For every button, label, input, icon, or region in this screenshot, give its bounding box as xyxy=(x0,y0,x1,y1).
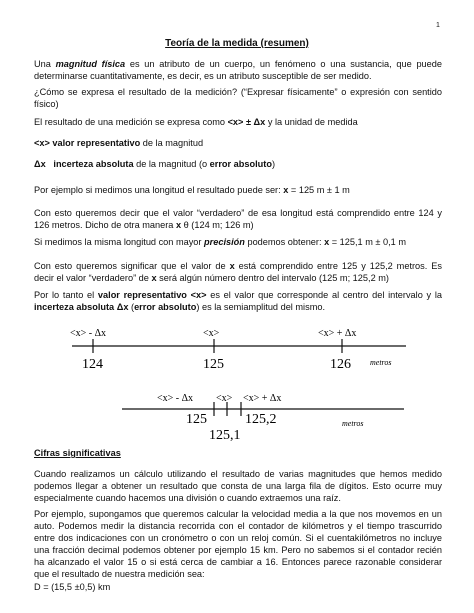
text: = 125 m ± 1 m xyxy=(288,185,350,195)
paragraph-valor-representativo xyxy=(34,137,442,149)
tick-label-126: 126 xyxy=(330,357,351,372)
paragraph-question: ¿Cómo se expresa el resultado de la medición? (“Expresar físicamente” o expresión con sentido físico) xyxy=(34,87,442,109)
tick-label-124: 124 xyxy=(82,357,103,372)
text: ) xyxy=(271,159,276,169)
paragraph-conclusion xyxy=(34,289,442,313)
text: de la magnitud xyxy=(140,138,204,148)
text: Una xyxy=(34,59,56,69)
term-error-absoluto: error absoluto xyxy=(134,302,197,312)
paragraph-definition xyxy=(34,58,442,82)
paragraph-example-2 xyxy=(34,236,442,248)
text: Con esto queremos decir que el valor “verdadero” de esa longitud está comprendido entre 124 y 126 metros. Dicho de otra manera xyxy=(34,208,442,230)
paragraph-interval-1 xyxy=(34,207,442,231)
label-lower-bound: <x> - Δx xyxy=(70,328,107,339)
term-error-absoluto: error absoluto xyxy=(209,159,272,169)
unit-label: metros xyxy=(342,419,364,428)
symbol-dx: Δx xyxy=(34,159,46,169)
text: = 125,1 m ± 0,1 m xyxy=(329,237,406,247)
tick-label-125: 125 xyxy=(186,412,207,427)
label-upper-bound: <x> + Δx xyxy=(243,393,282,404)
label-lower-bound: <x> - Δx xyxy=(157,393,194,404)
text: ) es la semiamplitud del mismo. xyxy=(196,302,326,312)
term-incerteza-absoluta: incerteza absoluta Δx xyxy=(34,302,129,312)
text: está comprendido entre 125 y 125,2 metros. Es decir el valor “verdadero” de xyxy=(34,261,442,283)
expression-x-pm-dx: <x> ± Δx xyxy=(227,117,266,127)
label-center: <x> xyxy=(216,393,233,404)
var-x: x xyxy=(175,220,182,230)
text: será algún número dentro del intervalo (125 m; 125,2 m) xyxy=(156,273,389,283)
term-magnitud-fisica: magnitud física xyxy=(55,59,126,69)
unit-label: metros xyxy=(370,358,392,367)
text: es un atributo de un cuerpo, un fenómeno o una sustancia, que puede determinarse cuantitativamente, es decir, es un atributo susceptible de ser medido. xyxy=(34,59,442,81)
var-x: x xyxy=(229,261,235,271)
paragraph-interval-2 xyxy=(34,260,442,284)
term-valor-representativo: valor representativo <x> xyxy=(97,290,207,300)
text: θ (124 m; 126 m) xyxy=(181,220,254,230)
section-heading: Cifras significativas xyxy=(34,448,121,458)
text: Con esto queremos significar que el valor de xyxy=(34,261,230,271)
var-x: x xyxy=(151,273,157,283)
text: ( xyxy=(128,302,135,312)
paragraph-cifras-intro: Cuando realizamos un cálculo utilizando el resultado de varias magnitudes que hemos medido podemos llegar a obtener un resultado que consta de una larga fila de dígitos. Esto ocurre muy especialmente cuando hacemos una división o cuando extraemos una raíz. xyxy=(34,469,442,503)
text: de la magnitud (o xyxy=(133,159,210,169)
page-number: 1 xyxy=(436,22,440,29)
term-incerteza-absoluta: incerteza absoluta xyxy=(53,159,134,169)
label-center: <x> xyxy=(203,328,220,339)
text: Si medimos la misma longitud con mayor xyxy=(34,237,205,247)
paragraph-cifras-example: Por ejemplo, supongamos que queremos calcular la velocidad media a la que nos movemos en un auto. Podemos medir la distancia recorrida con el contador de kilómetros y el tiempo trascurrido entre dos indicaciones con un cronómetro o con un reloj común. Si el cuentakilómetros no incluye una fracción decimal podemos obtener por ejemplo 15 km. Pero no sabemos si el contador recién ha alcanzado el valor 15 o si está cerca de cambiar a 16. Entonces parece razonable considerar que el resultado de nuestra medición sea: xyxy=(34,509,442,579)
term-precision: precisión xyxy=(204,237,245,247)
text: podemos obtener: xyxy=(244,237,325,247)
tick-label-125: 125 xyxy=(203,357,224,372)
text: Por ejemplo si medimos una longitud el resultado puede ser: xyxy=(34,185,284,195)
text: Por lo tanto el xyxy=(34,290,98,300)
page-title: Teoría de la medida (resumen) xyxy=(165,38,309,49)
paragraph-expression xyxy=(34,116,442,128)
tick-label-125-2: 125,2 xyxy=(245,412,277,427)
tick-label-125-1: 125,1 xyxy=(209,428,241,443)
text: es el valor que corresponde al centro del intervalo y la xyxy=(206,290,442,300)
text: y la unidad de medida xyxy=(265,117,358,127)
paragraph-incerteza xyxy=(34,158,442,170)
term-valor-representativo: <x> valor representativo xyxy=(34,138,141,148)
var-x: x xyxy=(283,185,289,195)
paragraph-result: D = (15,5 ±0,5) km xyxy=(34,582,111,592)
text: El resultado de una medición se expresa como xyxy=(34,117,228,127)
var-x: x xyxy=(324,237,330,247)
label-upper-bound: <x> + Δx xyxy=(318,328,357,339)
paragraph-example-1 xyxy=(34,184,442,196)
